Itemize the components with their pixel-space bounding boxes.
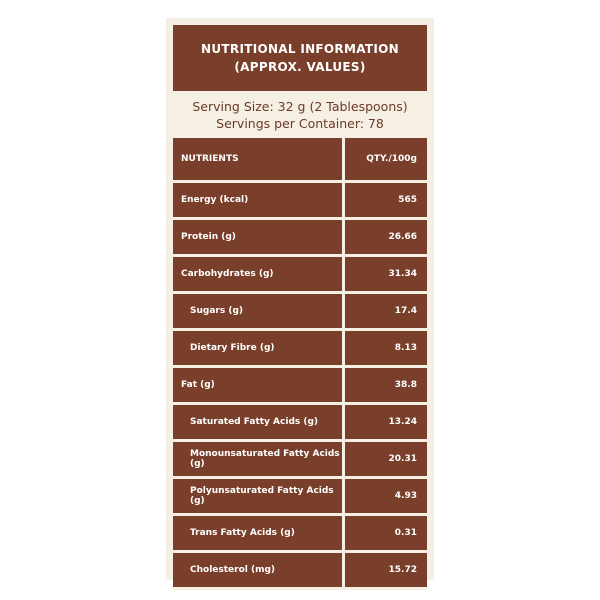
- nutrition-header: [173, 25, 427, 91]
- table-row: [173, 257, 427, 291]
- nutrient-name: Sugars (g): [173, 294, 342, 328]
- nutrient-value: 31.34: [345, 257, 427, 291]
- nutrient-name: Dietary Fibre (g): [173, 331, 342, 365]
- nutrient-name: Protein (g): [173, 220, 342, 254]
- table-row: [173, 553, 427, 587]
- table-row: [173, 479, 427, 513]
- nutrient-value: 13.24: [345, 405, 427, 439]
- nutrient-name: Fat (g): [173, 368, 342, 402]
- nutrient-value: 4.93: [345, 479, 427, 513]
- nutrient-value: 565: [345, 183, 427, 217]
- table-row: [173, 368, 427, 402]
- table-row: [173, 442, 427, 476]
- nutrient-value: 8.13: [345, 331, 427, 365]
- nutrient-name: Carbohydrates (g): [173, 257, 342, 291]
- header-qty: QTY./100g: [345, 138, 427, 180]
- table-row: [173, 516, 427, 550]
- servings-per-container: Servings per Container: 78: [216, 116, 384, 131]
- nutrient-value: 17.4: [345, 294, 427, 328]
- nutrient-name: Monounsaturated Fatty Acids (g): [173, 442, 342, 476]
- nutrition-table: [173, 138, 427, 590]
- nutrient-name: Energy (kcal): [173, 183, 342, 217]
- nutrient-value: 26.66: [345, 220, 427, 254]
- nutrient-name: Trans Fatty Acids (g): [173, 516, 342, 550]
- nutrient-value: 38.8: [345, 368, 427, 402]
- serving-size: Serving Size: 32 g (2 Tablespoons): [192, 99, 408, 114]
- table-row: [173, 331, 427, 365]
- nutrition-panel: [166, 18, 434, 580]
- nutrient-value: 0.31: [345, 516, 427, 550]
- nutrient-name: Cholesterol (mg): [173, 553, 342, 587]
- nutrient-value: 15.72: [345, 553, 427, 587]
- header-nutrients: NUTRIENTS: [173, 138, 342, 180]
- nutrient-value: 20.31: [345, 442, 427, 476]
- header-title: NUTRITIONAL INFORMATION: [201, 42, 399, 56]
- table-row: [173, 405, 427, 439]
- serving-info: [166, 98, 434, 132]
- table-row: [173, 294, 427, 328]
- nutrient-name: Polyunsaturated Fatty Acids (g): [173, 479, 342, 513]
- nutrient-name: Saturated Fatty Acids (g): [173, 405, 342, 439]
- header-subtitle: (APPROX. VALUES): [234, 60, 366, 74]
- table-row: [173, 183, 427, 217]
- table-header-row: [173, 138, 427, 180]
- table-row: [173, 220, 427, 254]
